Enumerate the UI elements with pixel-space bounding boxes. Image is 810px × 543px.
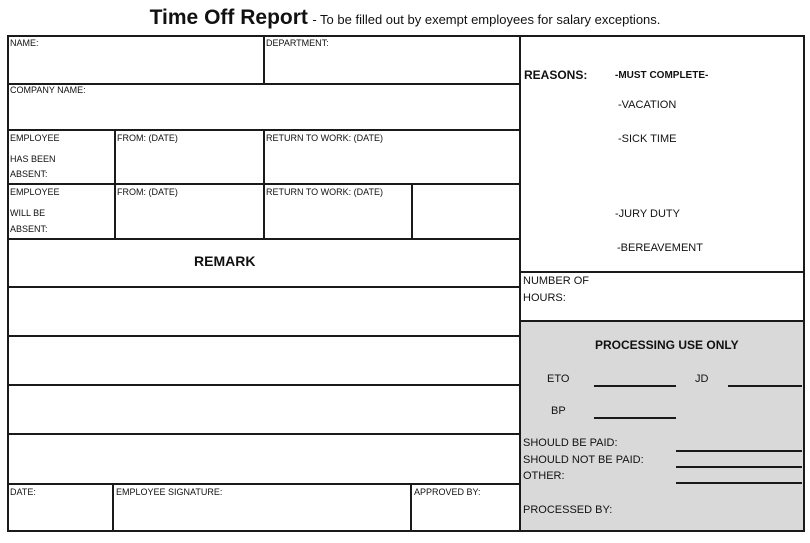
hours-label-line2: HOURS: — [523, 292, 566, 304]
rule-remark-4 — [7, 483, 521, 485]
processed-by-label: PROCESSED BY: — [523, 504, 613, 516]
future-from-date-label: FROM: (DATE) — [117, 187, 178, 197]
border-bottom — [7, 530, 805, 532]
absent-past-line3: ABSENT: — [10, 169, 48, 179]
rule-sig-left — [112, 483, 114, 532]
must-complete-note: -MUST COMPLETE- — [615, 70, 709, 81]
border-left — [7, 35, 9, 532]
should-not-be-paid-line[interactable] — [676, 466, 802, 468]
remark-heading: REMARK — [194, 253, 256, 269]
processing-heading: PROCESSING USE ONLY — [595, 338, 739, 352]
reasons-heading: REASONS: — [524, 68, 588, 82]
rule-hours — [519, 320, 805, 322]
column-divider — [519, 35, 521, 532]
bp-label: BP — [551, 405, 566, 417]
name-label: NAME: — [10, 38, 39, 48]
reason-bereavement: -BEREAVEMENT — [617, 242, 703, 254]
jd-line[interactable] — [728, 385, 802, 387]
other-label: OTHER: — [523, 470, 565, 482]
eto-line[interactable] — [594, 385, 676, 387]
past-return-date-label: RETURN TO WORK: (DATE) — [266, 133, 383, 143]
hours-label-line1: NUMBER OF — [523, 275, 589, 287]
border-top — [7, 35, 805, 37]
eto-label: ETO — [547, 373, 570, 385]
reason-sick-time: -SICK TIME — [618, 133, 677, 145]
form-subtitle: - To be filled out by exempt employees for salary exceptions. — [312, 12, 661, 27]
reason-jury-duty: -JURY DUTY — [615, 208, 680, 220]
rule-past-return — [263, 129, 265, 240]
reason-vacation: -VACATION — [618, 99, 677, 111]
rule-remark-2 — [7, 384, 521, 386]
other-line[interactable] — [676, 482, 802, 484]
approved-by-label: APPROVED BY: — [414, 487, 481, 497]
should-be-paid-line[interactable] — [676, 450, 802, 452]
date-label: DATE: — [10, 487, 36, 497]
rule-remark-1 — [7, 335, 521, 337]
jd-label: JD — [695, 373, 709, 385]
border-right — [803, 35, 805, 532]
bp-line[interactable] — [594, 417, 676, 419]
future-return-date-label: RETURN TO WORK: (DATE) — [266, 187, 383, 197]
absent-past-line1: EMPLOYEE — [10, 133, 60, 143]
rule-remark-3 — [7, 433, 521, 435]
absent-future-line2: WILL BE — [10, 208, 46, 218]
rule-future-extra — [411, 183, 413, 240]
absent-past-line2: HAS BEEN — [10, 154, 56, 164]
processing-panel — [521, 321, 804, 531]
rule-remark — [7, 286, 521, 288]
company-name-label: COMPANY NAME: — [10, 85, 86, 95]
should-not-be-paid-label: SHOULD NOT BE PAID: — [523, 454, 644, 466]
absent-future-line3: ABSENT: — [10, 224, 48, 234]
form-title: Time Off Report — [149, 6, 308, 29]
department-label: DEPARTMENT: — [266, 38, 329, 48]
rule-sig-right — [410, 483, 412, 532]
rule-name-dept — [263, 35, 265, 85]
form-header — [0, 6, 810, 30]
rule-reasons — [519, 271, 805, 273]
should-be-paid-label: SHOULD BE PAID: — [523, 437, 618, 449]
employee-signature-label: EMPLOYEE SIGNATURE: — [116, 487, 223, 497]
absent-future-line1: EMPLOYEE — [10, 187, 60, 197]
rule-past-from — [114, 129, 116, 240]
past-from-date-label: FROM: (DATE) — [117, 133, 178, 143]
